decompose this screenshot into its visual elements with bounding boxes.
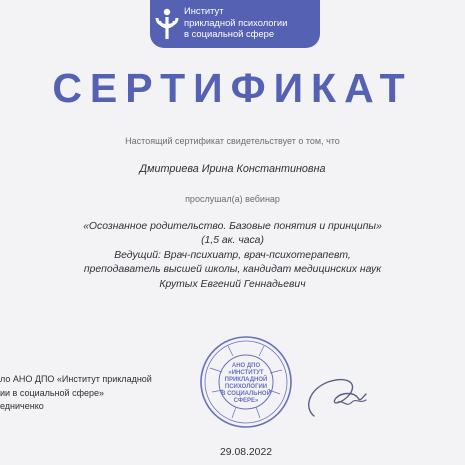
- certificate-title: СЕРТИФИКАТ: [52, 65, 413, 111]
- stamp-text-line: ПРИКЛАДНОЙ: [224, 377, 268, 383]
- official-stamp: [198, 334, 294, 430]
- recipient-name: Дмитриева Ирина Константиновна: [139, 163, 326, 175]
- lecturer-name: Крутых Евгений Геннадьевич: [159, 279, 306, 290]
- caption-line: ии в социальной сфере»: [0, 387, 105, 398]
- lecturer-line: Ведущий: Врач-психиатр, врач-психотерапевт,: [114, 250, 351, 261]
- institute-logo-icon: [155, 8, 179, 42]
- issue-date: 29.08.2022: [220, 447, 273, 458]
- caption-line: едниченко: [0, 401, 44, 411]
- institute-name-line: Институт: [184, 5, 224, 16]
- institute-name-line: прикладной психологии: [184, 16, 288, 28]
- attended-text: прослушал(а) вебинар: [185, 194, 280, 204]
- stamp-text-line: «ИНСТИТУТ: [228, 370, 264, 376]
- institute-name: [184, 5, 324, 40]
- stamp-text-line: СФЕРЕ»: [233, 398, 259, 404]
- caption-line: ло АНО ДПО «Институт прикладной: [0, 374, 152, 384]
- intro-text: Настоящий сертификат свидетельствует о том, что: [125, 136, 340, 146]
- stamp-text-line: АНО ДПО: [231, 363, 261, 369]
- institute-name-line: в социальной сфере: [184, 28, 275, 39]
- lecturer-credentials: преподаватель высшей школы, кандидат медицинских наук: [83, 264, 382, 275]
- stamp-text-line: В СОЦИАЛЬНОЙ: [221, 391, 271, 397]
- webinar-title: «Осознанное родительство. Базовые понятия и принципы»: [83, 221, 382, 232]
- webinar-hours: (1,5 ак. часа): [201, 235, 264, 246]
- stamp-text-line: ПСИХОЛОГИИ: [224, 384, 268, 390]
- handwritten-signature: [300, 368, 376, 426]
- director-signature-caption: [0, 373, 150, 414]
